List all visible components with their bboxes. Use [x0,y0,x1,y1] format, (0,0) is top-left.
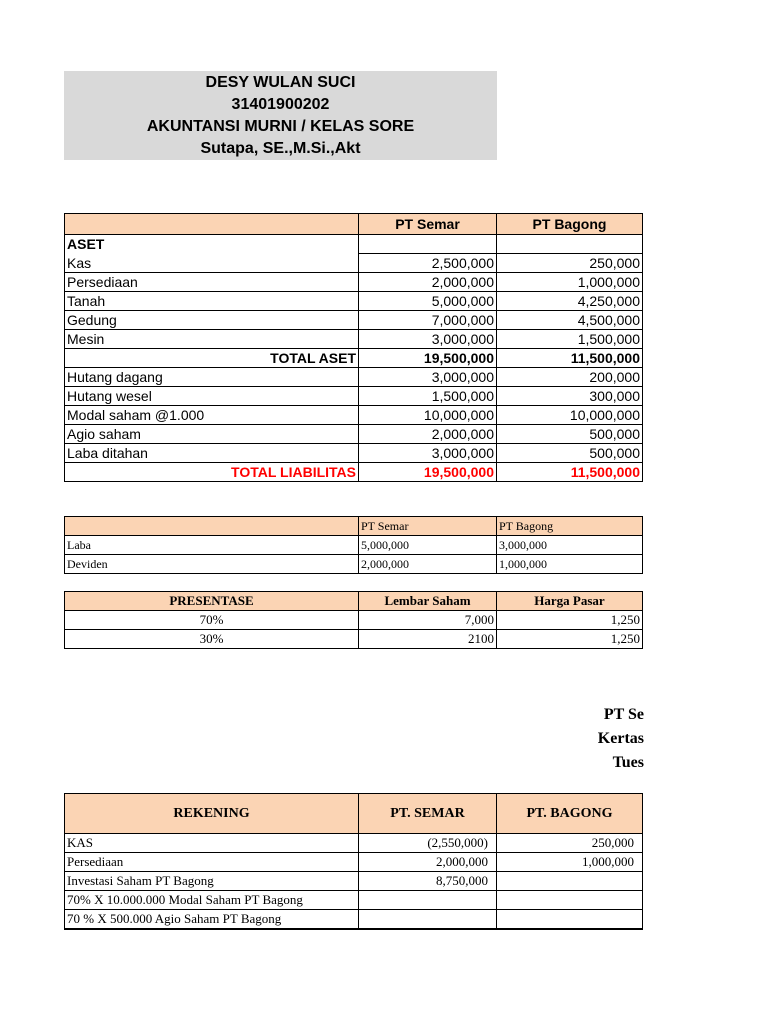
rekening-table [64,793,643,930]
header-cell-blank [65,214,359,235]
value-pt-bagong: 1,000,000 [497,853,643,872]
value-pt-bagong [497,910,643,930]
row-label: Persediaan [65,853,359,872]
table-row [65,910,643,930]
row-label: Persediaan [65,273,359,292]
row-label: Mesin [65,330,359,349]
section-label: ASET [65,235,359,254]
header-pt-semar: PT Semar [359,214,497,235]
value-pt-semar: 3,000,000 [359,368,497,387]
value-pt-bagong: 250,000 [497,254,643,273]
total-liabilitas-row [65,463,643,482]
total-aset-row [65,349,643,368]
table-row [65,292,643,311]
table-row [65,311,643,330]
worksheet-title-date: Tues [612,754,644,771]
value-pt-bagong [497,891,643,910]
value-pt-bagong: 1,000,000 [497,555,643,574]
value-pt-bagong: 500,000 [497,444,643,463]
row-label: Modal saham @1.000 [65,406,359,425]
row-label: Hutang wesel [65,387,359,406]
value-pt-bagong: 300,000 [497,387,643,406]
table-row [65,406,643,425]
section-row-aset [65,235,643,254]
pct-value: 30% [65,630,359,649]
header-rekening: REKENING [65,794,359,834]
header-pt-bagong: PT Bagong [497,214,643,235]
table-row [65,330,643,349]
header-pt-semar: PT Semar [359,517,497,536]
table-header-row [65,794,643,834]
row-label: Agio saham [65,425,359,444]
value-pt-semar: 1,500,000 [359,387,497,406]
lecturer-name: Sutapa, SE.,M.Si.,Akt [200,139,361,157]
row-label: KAS [65,834,359,853]
table-row [65,425,643,444]
table-row [65,254,643,273]
worksheet-titles [540,703,644,775]
table-row [65,891,643,910]
presentase-table [64,591,643,649]
table-row [65,273,643,292]
table-row [65,368,643,387]
value-pt-semar: 5,000,000 [359,536,497,555]
header-pt-bagong: PT Bagong [497,517,643,536]
value-pt-semar [359,910,497,930]
value-pt-semar: 7,000,000 [359,311,497,330]
row-label: Kas [65,254,359,273]
total-aset-pt-bagong: 11,500,000 [497,349,643,368]
header-harga-pasar: Harga Pasar [497,592,643,611]
value-pt-bagong: 4,250,000 [497,292,643,311]
value-pt-bagong [497,872,643,891]
table-row [65,536,643,555]
value-pt-semar: 3,000,000 [359,444,497,463]
total-liabilitas-label: TOTAL LIABILITAS [65,463,359,482]
table-header-row [65,592,643,611]
table-row [65,853,643,872]
value-pt-bagong: 250,000 [497,834,643,853]
header-pt-semar: PT. SEMAR [359,794,497,834]
row-label: 70 % X 500.000 Agio Saham PT Bagong [65,910,359,930]
value-pt-semar: 10,000,000 [359,406,497,425]
value-pt-bagong: 10,000,000 [497,406,643,425]
table-header-row [65,214,643,235]
lembar-value: 2100 [359,630,497,649]
header-cell-blank [65,517,359,536]
harga-value: 1,250 [497,630,643,649]
value-pt-bagong: 200,000 [497,368,643,387]
table-row [65,872,643,891]
table-row [65,555,643,574]
laba-deviden-table [64,516,643,574]
row-label: Deviden [65,555,359,574]
value-pt-bagong: 4,500,000 [497,311,643,330]
value-pt-semar [359,891,497,910]
value-pt-bagong: 3,000,000 [497,536,643,555]
value-pt-bagong: 1,000,000 [497,273,643,292]
worksheet-title-kertas: Kertas [597,730,644,747]
total-liabilitas-pt-bagong: 11,500,000 [497,463,643,482]
value-pt-semar: 2,000,000 [359,425,497,444]
table-row [65,834,643,853]
worksheet-title-company: PT Se [603,706,644,723]
student-header [64,71,497,160]
lembar-value: 7,000 [359,611,497,630]
student-name: DESY WULAN SUCI [205,73,356,91]
total-aset-pt-semar: 19,500,000 [359,349,497,368]
total-liabilitas-pt-semar: 19,500,000 [359,463,497,482]
student-nim: 31401900202 [231,95,330,113]
pct-value: 70% [65,611,359,630]
header-presentase: PRESENTASE [65,592,359,611]
row-label: Laba ditahan [65,444,359,463]
row-label: Gedung [65,311,359,330]
value-pt-semar: 2,000,000 [359,555,497,574]
table-header-row [65,517,643,536]
row-label: Laba [65,536,359,555]
header-pt-bagong: PT. BAGONG [497,794,643,834]
value-pt-semar: 2,000,000 [359,853,497,872]
value-pt-semar: 8,750,000 [359,872,497,891]
harga-value: 1,250 [497,611,643,630]
table-row [65,630,643,649]
value-pt-semar: 2,500,000 [359,254,497,273]
value-pt-bagong: 1,500,000 [497,330,643,349]
value-pt-semar: 5,000,000 [359,292,497,311]
row-label: Investasi Saham PT Bagong [65,872,359,891]
table-row [65,611,643,630]
balance-sheet-table [64,213,643,482]
value-pt-semar: 3,000,000 [359,330,497,349]
table-row [65,387,643,406]
row-label: Hutang dagang [65,368,359,387]
total-aset-label: TOTAL ASET [65,349,359,368]
value-pt-semar: 2,000,000 [359,273,497,292]
row-label: Tanah [65,292,359,311]
header-lembar-saham: Lembar Saham [359,592,497,611]
value-pt-bagong: 500,000 [497,425,643,444]
table-row [65,444,643,463]
student-program: AKUNTANSI MURNI / KELAS SORE [146,117,415,135]
row-label: 70% X 10.000.000 Modal Saham PT Bagong [65,891,359,910]
value-pt-semar: (2,550,000) [359,834,497,853]
